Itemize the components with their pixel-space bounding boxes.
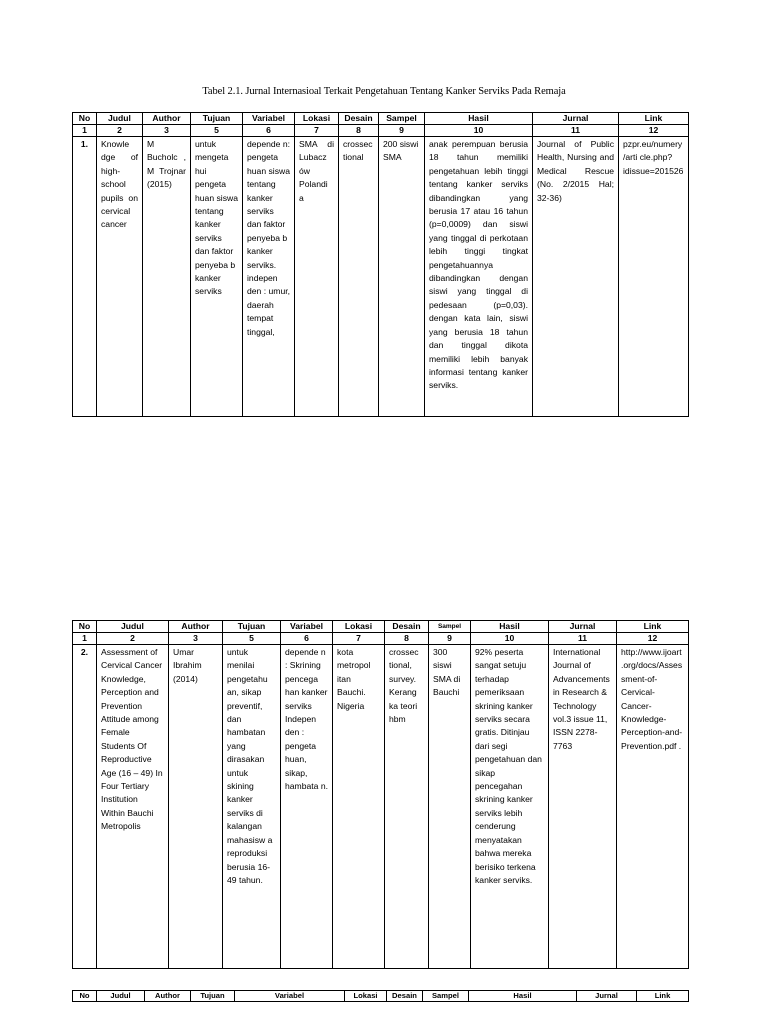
row-no: 2. <box>73 645 97 969</box>
header-tujuan: Tujuan <box>191 113 243 125</box>
row-author: M Bucholc , M Trojnar (2015) <box>143 137 191 417</box>
header-variabel: Variabel <box>235 991 345 1002</box>
col-number: 10 <box>471 633 549 645</box>
header-lokasi: Lokasi <box>333 621 385 633</box>
row-judul: Knowle dge of high-school pupils on cervical cancer <box>97 137 143 417</box>
header-no: No <box>73 621 97 633</box>
journal-table-3-header <box>72 990 689 1002</box>
col-number: 9 <box>429 633 471 645</box>
header-lokasi: Lokasi <box>295 113 339 125</box>
row-link: pzpr.eu/numery/arti cle.php?idissue=201526 <box>619 137 689 417</box>
header-hasil: Hasil <box>471 621 549 633</box>
col-number: 3 <box>169 633 223 645</box>
row-sampel: 300 siswi SMA di Bauchi <box>429 645 471 969</box>
column-number-row <box>73 633 689 645</box>
row-no: 1. <box>73 137 97 417</box>
header-link: Link <box>617 621 689 633</box>
row-tujuan: untuk menilai pengetahu an, sikap preventif, dan hambatan yang dirasakan untuk skining kanker serviks di kalangan mahasisw a reproduksi berusia 16-49 tahun. <box>223 645 281 969</box>
header-hasil: Hasil <box>469 991 577 1002</box>
row-variabel: depende n: pengeta huan siswa tentang kanker serviks dan faktor penyeba b kanker serviks. indepen den : umur, daerah tempat tinggal, <box>243 137 295 417</box>
header-row <box>73 991 689 1002</box>
row-author: Umar Ibrahim (2014) <box>169 645 223 969</box>
header-no: No <box>73 991 97 1002</box>
row-desain: crossec tional <box>339 137 379 417</box>
col-number: 2 <box>97 633 169 645</box>
table-caption: Tabel 2.1. Jurnal Internasioal Terkait Pengetahuan Tentang Kanker Serviks Pada Remaja <box>202 86 566 97</box>
col-number: 7 <box>333 633 385 645</box>
col-number: 5 <box>191 125 243 137</box>
row-judul: Assessment of Cervical Cancer Knowledge, Perception and Prevention Attitude among Female Students Of Reproductive Age (16 – 49) In Four Tertiary Institution Within Bauchi Metropolis <box>97 645 169 969</box>
row-tujuan: untuk mengeta hui pengeta huan siswa tentang kanker serviks dan faktor penyeba b kanker serviks <box>191 137 243 417</box>
col-number: 2 <box>97 125 143 137</box>
header-desain: Desain <box>387 991 423 1002</box>
column-number-row <box>73 125 689 137</box>
header-variabel: Variabel <box>243 113 295 125</box>
row-link: http://www.ijoart.org/docs/Assessment-of-Cervical-Cancer-Knowledge-Perception-and-Prevention.pdf . <box>617 645 689 969</box>
header-desain: Desain <box>385 621 429 633</box>
header-row <box>73 621 689 633</box>
row-jurnal: Journal of Public Health, Nursing and Medical Rescue (No. 2/2015 Hal; 32-36) <box>533 137 619 417</box>
header-jurnal: Jurnal <box>549 621 617 633</box>
col-number: 6 <box>281 633 333 645</box>
header-tujuan: Tujuan <box>223 621 281 633</box>
header-judul: Judul <box>97 113 143 125</box>
row-jurnal: International Journal of Advancements in Research & Technology vol.3 issue 11, ISSN 2278-7763 <box>549 645 617 969</box>
header-link: Link <box>637 991 689 1002</box>
header-sampel: Sampel <box>379 113 425 125</box>
row-lokasi: kota metropol itan Bauchi. Nigeria <box>333 645 385 969</box>
col-number: 10 <box>425 125 533 137</box>
header-row <box>73 113 689 125</box>
row-hasil: 92% peserta sangat setuju terhadap pemeriksaan skrining kanker serviks secara gratis. Ditinjau dari segi pengetahuan dan sikap pencegahan skrining kanker serviks lebih cenderung menyatakan bahwa mereka berisiko terkena kanker serviks. <box>471 645 549 969</box>
col-number: 11 <box>549 633 617 645</box>
col-number: 11 <box>533 125 619 137</box>
header-sampel: Sampel <box>429 621 471 633</box>
row-hasil: anak perempuan berusia 18 tahun memiliki pengetahuan lebih tinggi tentang kanker serviks dibandingkan yang berusia 17 atau 16 tahun (p=0,0009) dan siswi yang tinggal di perkotaan lebih tinggi tingkat pengetahuannya dibandingkan dengan siswi yang tinggal di pedesaan (p=0,03). dengan kata lain, siswi yang berusia 18 tahun dan tinggal dikota memiliki lebih banyak informasi tentang kanker serviks. <box>425 137 533 417</box>
header-no: No <box>73 113 97 125</box>
header-judul: Judul <box>97 621 169 633</box>
col-number: 7 <box>295 125 339 137</box>
col-number: 9 <box>379 125 425 137</box>
col-number: 8 <box>339 125 379 137</box>
row-lokasi: SMA di Lubacz ów Polandi a <box>295 137 339 417</box>
header-variabel: Variabel <box>281 621 333 633</box>
col-number: 5 <box>223 633 281 645</box>
col-number: 12 <box>617 633 689 645</box>
row-variabel: depende n : Skrining pencega han kanker serviks Indepen den : pengeta huan, sikap, hambata n. <box>281 645 333 969</box>
header-tujuan: Tujuan <box>191 991 235 1002</box>
journal-table-2 <box>72 620 689 969</box>
header-author: Author <box>143 113 191 125</box>
header-jurnal: Jurnal <box>577 991 637 1002</box>
journal-table-1 <box>72 112 689 417</box>
row-desain: crossec tional, survey. Kerang ka teori hbm <box>385 645 429 969</box>
header-sampel: Sampel <box>423 991 469 1002</box>
header-author: Author <box>145 991 191 1002</box>
table-row <box>73 645 689 969</box>
header-lokasi: Lokasi <box>345 991 387 1002</box>
col-number: 3 <box>143 125 191 137</box>
header-jurnal: Jurnal <box>533 113 619 125</box>
col-number: 6 <box>243 125 295 137</box>
header-desain: Desain <box>339 113 379 125</box>
row-sampel: 200 siswi SMA <box>379 137 425 417</box>
col-number: 1 <box>73 125 97 137</box>
col-number: 8 <box>385 633 429 645</box>
col-number: 12 <box>619 125 689 137</box>
col-number: 1 <box>73 633 97 645</box>
header-author: Author <box>169 621 223 633</box>
header-hasil: Hasil <box>425 113 533 125</box>
header-link: Link <box>619 113 689 125</box>
header-judul: Judul <box>97 991 145 1002</box>
table-row <box>73 137 689 417</box>
